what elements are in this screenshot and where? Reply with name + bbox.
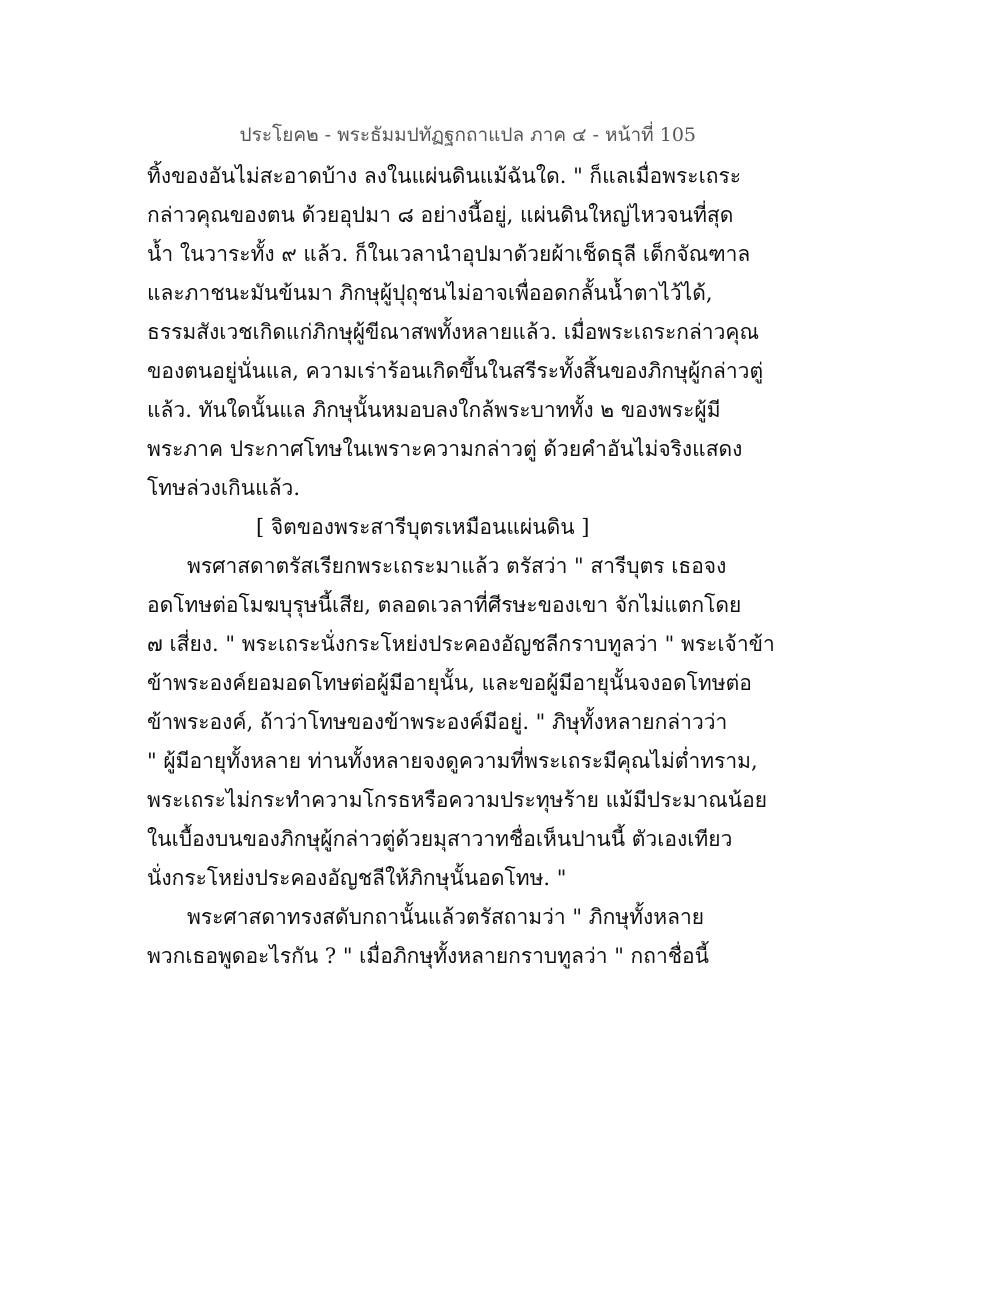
text-line: ธรรมสังเวชเกิดแก่ภิกษุผู้ขีณาสพทั้งหลายแล้ว. เมื่อพระเถระกล่าวคุณ <box>147 320 759 344</box>
paragraph-2 <box>147 547 775 898</box>
text-line: น้ำ ในวาระทั้ง ๙ แล้ว. ก็ในเวลานำอุปมาด้วยผ้าเช็ดธุลี เด็กจัณฑาล <box>147 242 751 266</box>
text-line: ข้าพระองค์ยอมอดโทษต่อผู้มีอายุนั้น, และขอผู้มีอายุนั้นจงอดโทษต่อ <box>147 671 752 695</box>
text-line: นั่งกระโหย่งประคองอัญชลีให้ภิกษุนั้นอดโทษ. " <box>147 866 567 890</box>
text-line: " ผู้มีอายุทั้งหลาย ท่านทั้งหลายจงดูความที่พระเถระมีคุณไม่ต่ำทราม, <box>147 749 758 773</box>
text-line: ของตนอยู่นั่นแล, ความเร่าร้อนเกิดขึ้นในสรีระทั้งสิ้นของภิกษุผู้กล่าวตู่ <box>147 359 764 383</box>
running-header: ประโยค๒ - พระธัมมปทัฏฐกถาแปล ภาค ๔ - หน้าที่ 105 <box>239 124 696 146</box>
text-line: ข้าพระองค์, ถ้าว่าโทษของข้าพระองค์มีอยู่. " ภิษุทั้งหลายกล่าวว่า <box>147 710 728 734</box>
text-line: กล่าวคุณของตน ด้วยอุปมา ๘ อย่างนี้อยู่, แผ่นดินใหญ่ไหวจนที่สุด <box>147 203 734 227</box>
text-line: ในเบื้องบนของภิกษุผู้กล่าวตู่ด้วยมุสาวาทชื่อเห็นปานนี้ ตัวเองเทียว <box>147 827 733 851</box>
text-line: อดโทษต่อโมฆบุรุษนี้เสีย, ตลอดเวลาที่ศีรษะของเขา จักไม่แตกโดย <box>147 593 742 617</box>
text-line: พวกเธอพูดอะไรกัน ? " เมื่อภิกษุทั้งหลายกราบทูลว่า " กถาชื่อนี้ <box>147 944 709 968</box>
text-line: ทิ้งของอันไม่สะอาดบ้าง ลงในแผ่นดินแม้ฉันใด. " ก็แลเมื่อพระเถระ <box>147 164 742 188</box>
text-line: พรศาสดาตรัสเรียกพระเถระมาแล้ว ตรัสว่า " สารีบุตร เธอจง <box>187 554 727 578</box>
paragraph-1 <box>147 157 764 508</box>
section-heading: [ จิตของพระสารีบุตรเหมือนแผ่นดิน ] <box>256 515 590 539</box>
body-text <box>147 157 775 976</box>
text-line: โทษล่วงเกินแล้ว. <box>147 476 300 500</box>
text-line: แล้ว. ทันใดนั้นแล ภิกษุนั้นหมอบลงใกล้พระบาททั้ง ๒ ของพระผู้มี <box>147 398 721 422</box>
text-line: ๗ เสี่ยง. " พระเถระนั่งกระโหย่งประคองอัญชลีกราบทูลว่า " พระเจ้าข้า <box>147 632 775 656</box>
text-line: และภาชนะมันข้นมา ภิกษุผู้ปุถุชนไม่อาจเพื่ออดกลั้นน้ำตาไว้ได้, <box>147 281 713 305</box>
paragraph-3 <box>147 898 737 976</box>
text-line: พระเถระไม่กระทำความโกรธหรือความประทุษร้าย แม้มีประมาณน้อย <box>147 788 768 812</box>
text-line: พระศาสดาทรงสดับกถานั้นแล้วตรัสถามว่า " ภิกษุทั้งหลาย <box>187 905 705 929</box>
text-line: พระภาค ประกาศโทษในเพราะความกล่าวตู่ ด้วยคำอันไม่จริงแสดง <box>147 437 743 461</box>
